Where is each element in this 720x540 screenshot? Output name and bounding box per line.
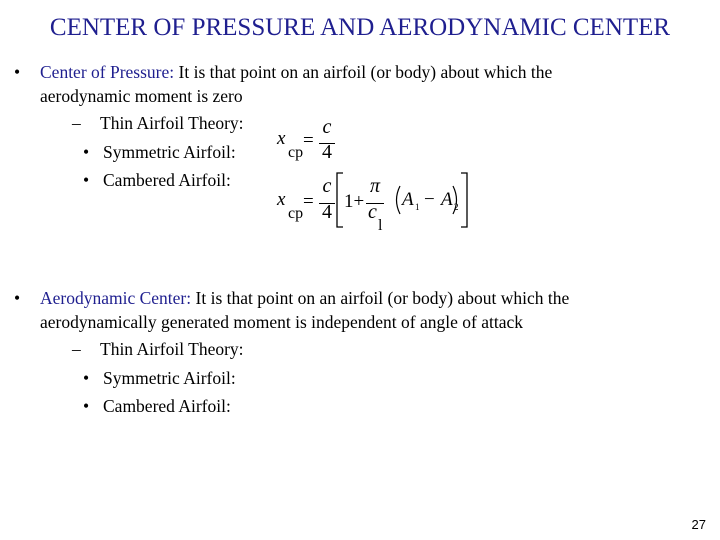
center-of-pressure-definition: It is that point on an airfoil (or body) about which the: [174, 62, 553, 82]
left-paren: [397, 186, 401, 214]
cambered-airfoil-label-1: Cambered Airfoil:: [103, 170, 231, 190]
center-of-pressure-term: Center of Pressure:: [40, 62, 175, 82]
eq2-one-plus: 1+: [344, 191, 365, 212]
eq2-cl-sub: l: [378, 217, 383, 234]
cambered-airfoil-label-2: Cambered Airfoil:: [103, 396, 231, 416]
symmetric-airfoil-label-2: Symmetric Airfoil:: [103, 368, 236, 388]
bullet-cambered-2: •: [83, 396, 90, 416]
aerodynamic-center-term: Aerodynamic Center:: [40, 288, 192, 308]
aerodynamic-center-line2: aerodynamically generated moment is independent of angle of attack: [40, 312, 524, 332]
eq1-denominator: 4: [322, 141, 332, 163]
eq1-sub-cp: cp: [288, 144, 304, 161]
eq2-x: x: [277, 189, 286, 210]
slide-title: CENTER OF PRESSURE AND AERODYNAMIC CENTER: [49, 14, 671, 41]
eq1-equals: =: [303, 130, 314, 151]
eq2-pi: π: [369, 175, 381, 197]
aerodynamic-center-definition: It is that point on an airfoil (or body) about which the: [191, 288, 570, 308]
eq2-sub-cp: cp: [288, 205, 304, 222]
eq2-cl: c: [368, 201, 377, 223]
symmetric-airfoil-label-1: Symmetric Airfoil:: [103, 142, 236, 162]
thin-airfoil-theory-label-1: Thin Airfoil Theory:: [100, 113, 244, 133]
eq2-A1-sub: 1: [415, 202, 420, 212]
eq2-minus: −: [424, 189, 435, 210]
eq2-A2-sub: 2: [454, 202, 459, 212]
eq1-numerator: c: [322, 116, 332, 138]
thin-airfoil-theory-label-2: Thin Airfoil Theory:: [100, 339, 244, 359]
bullet-center-of-pressure: •: [14, 62, 21, 82]
center-of-pressure-line1: [40, 60, 552, 84]
eq2-equals: =: [303, 191, 314, 212]
eq2-numerator: c: [322, 175, 332, 197]
bullet-symmetric-1: •: [83, 142, 90, 162]
eq2-A2: A: [441, 189, 453, 210]
bullet-cambered-1: •: [83, 170, 90, 190]
page-number: 27: [691, 517, 706, 532]
right-square-bracket: [461, 173, 467, 227]
bullet-symmetric-2: •: [83, 368, 90, 388]
bullet-aerodynamic-center: •: [14, 288, 21, 308]
aerodynamic-center-line1: [40, 286, 569, 310]
dash-thin-airfoil-2: –: [72, 339, 81, 359]
center-of-pressure-line2: aerodynamic moment is zero: [40, 86, 243, 106]
eq1-x: x: [277, 128, 286, 149]
eq2-A1: A: [402, 189, 414, 210]
eq2-denominator: 4: [322, 201, 332, 223]
left-square-bracket: [337, 173, 343, 227]
dash-thin-airfoil-1: –: [72, 113, 81, 133]
